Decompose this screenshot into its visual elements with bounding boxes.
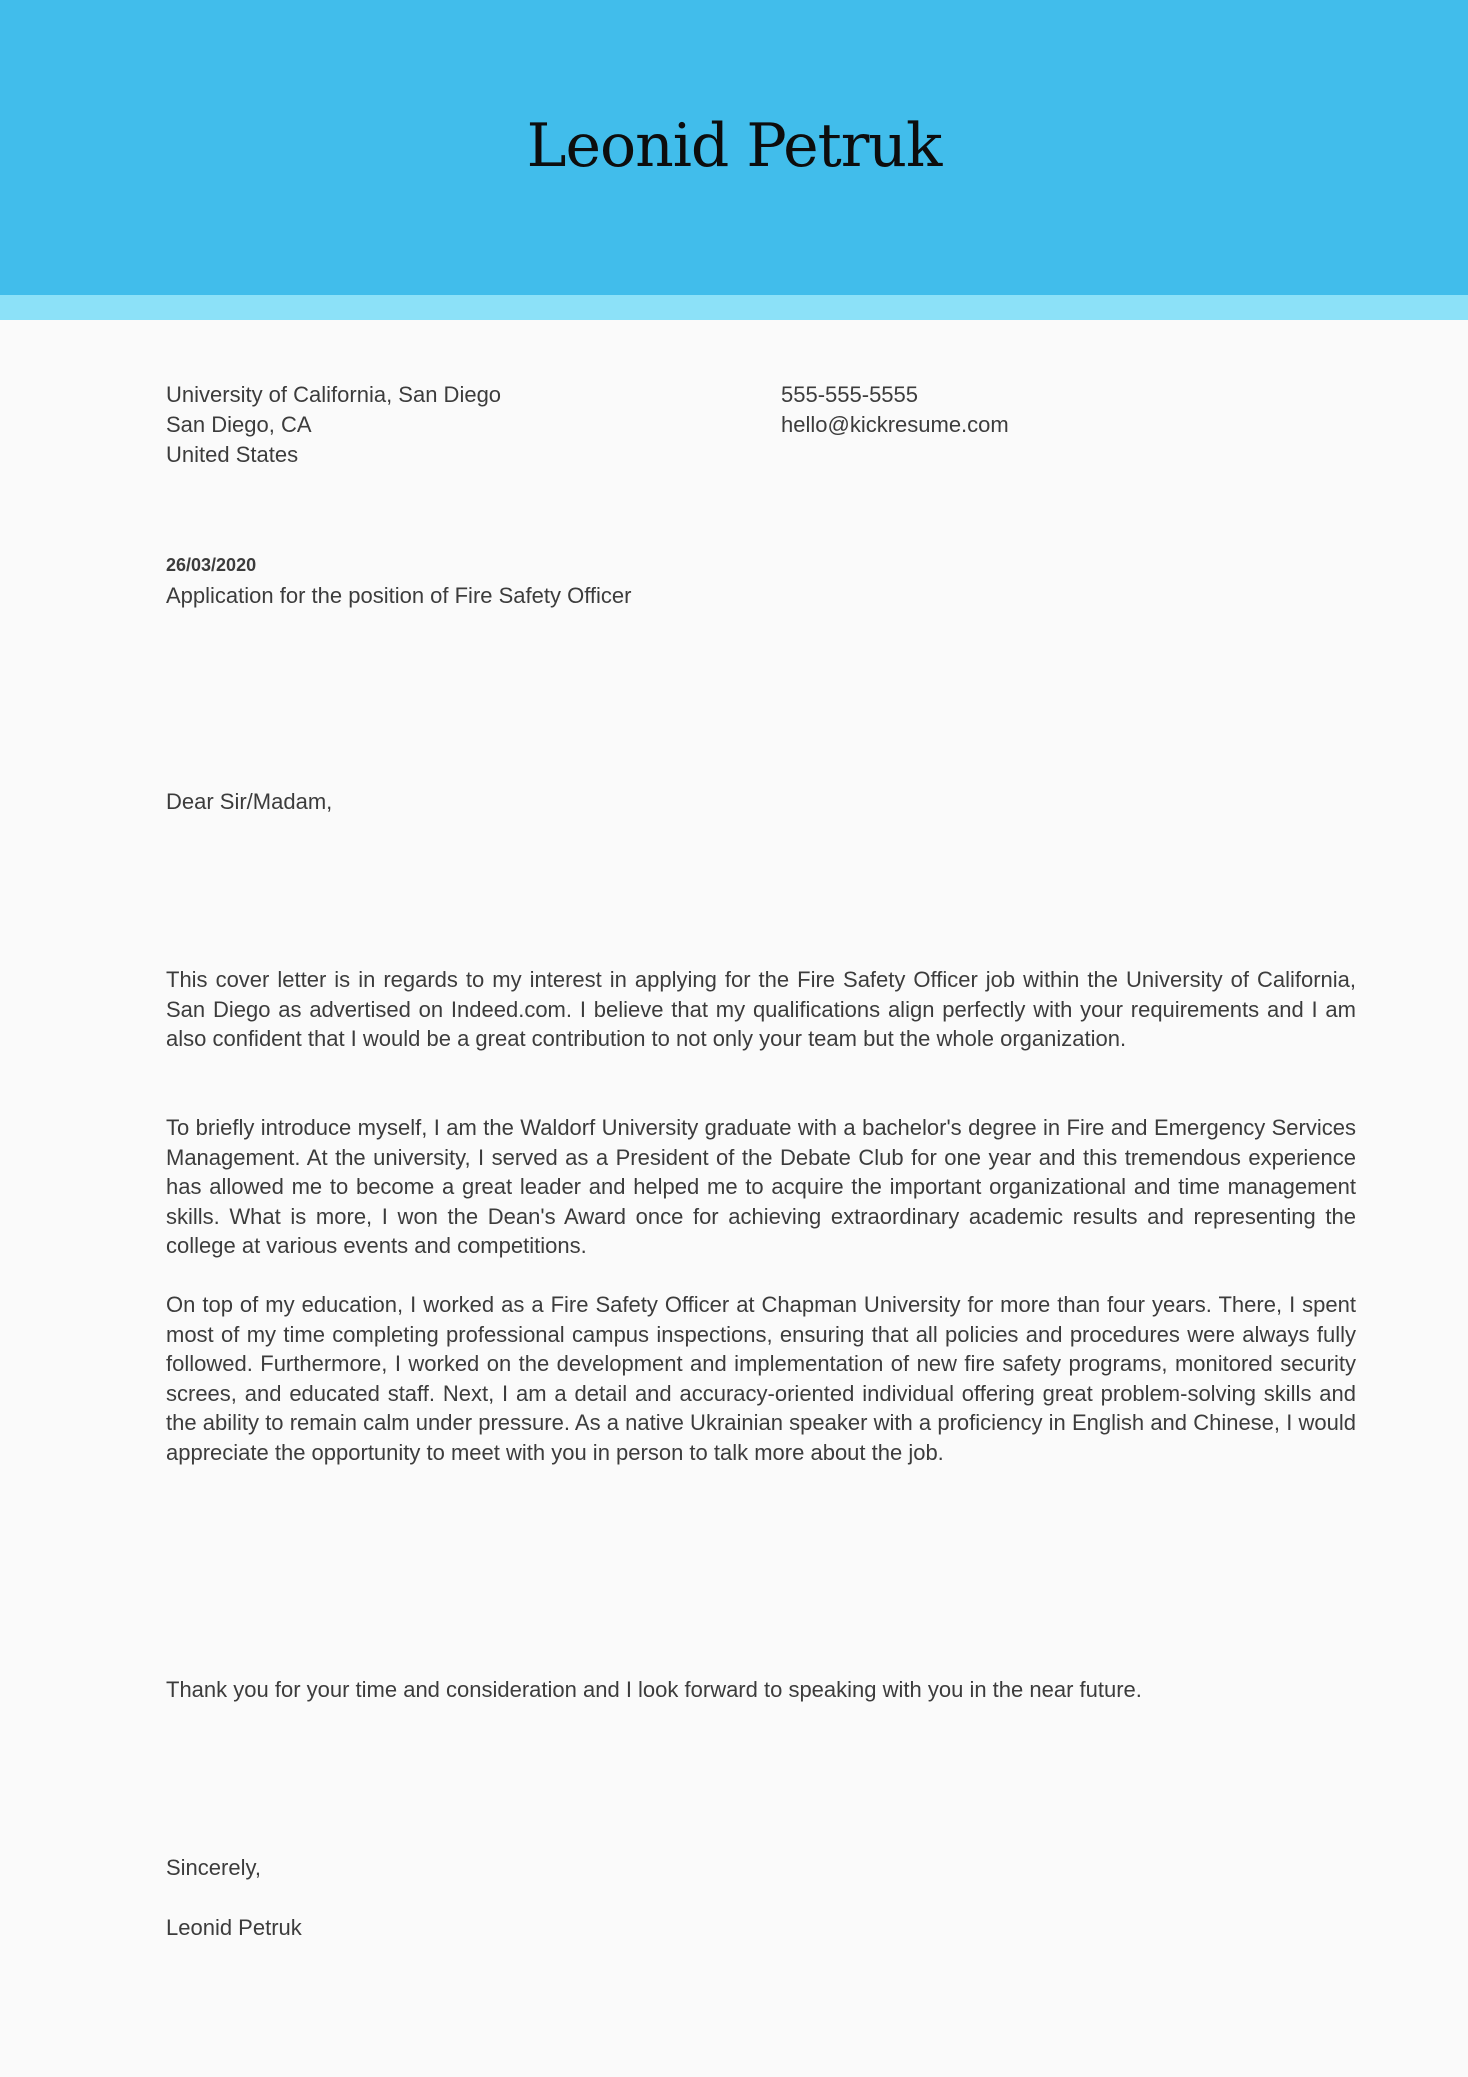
header-accent-stripe xyxy=(0,295,1468,320)
applicant-name: Leonid Petruk xyxy=(526,111,942,181)
recipient-country: United States xyxy=(166,442,299,467)
contact-phone: 555-555-5555 xyxy=(781,382,919,407)
body-paragraph-1: This cover letter is in regards to my interest in applying for the Fire Safety Officer job within the University of California, San Diego as advertised on Indeed.com. I believe that my qualifications align perfectly with your requirements and I am also confident that I would be a great contribution to not only your team but the whole organization. xyxy=(166,967,1356,1051)
header-banner xyxy=(0,0,1468,295)
recipient-city: San Diego, CA xyxy=(166,412,312,437)
contact-info xyxy=(781,380,1009,440)
recipient-organization: University of California, San Diego xyxy=(166,382,502,407)
body-paragraph-3: On top of my education, I worked as a Fire Safety Officer at Chapman University for more than four years. There, I spent most of my time completing professional campus inspections, ensuring that all policies and procedures were always fully followed. Furthermore, I worked on the development and implementation of new fire safety programs, monitored security screes, and educated staff. Next, I am a detail and accuracy-oriented individual offering great problem-solving skills and the ability to remain calm under pressure. As a native Ukrainian speaker with a proficiency in English and Chinese, I would appreciate the opportunity to meet with you in person to talk more about the job. xyxy=(166,1292,1356,1465)
contact-email: hello@kickresume.com xyxy=(781,412,1009,437)
letter-subject: Application for the position of Fire Safety Officer xyxy=(166,583,632,608)
body-paragraph-2: To briefly introduce myself, I am the Waldorf University graduate with a bachelor's degree in Fire and Emergency Services Management. At the university, I served as a President of the Debate Club for one year and this tremendous experience has allowed me to become a great leader and helped me to acquire the important organizational and time management skills. What is more, I won the Dean's Award once for achieving extraordinary academic results and representing the college at various events and competitions. xyxy=(166,1115,1356,1258)
signature-name: Leonid Petruk xyxy=(166,1915,302,1940)
signoff: Sincerely, xyxy=(166,1855,261,1880)
letter-date: 26/03/2020 xyxy=(166,555,257,575)
recipient-address xyxy=(166,380,501,470)
closing-line: Thank you for your time and consideration and I look forward to speaking with you in the near future. xyxy=(166,1677,1142,1702)
salutation: Dear Sir/Madam, xyxy=(166,789,333,814)
